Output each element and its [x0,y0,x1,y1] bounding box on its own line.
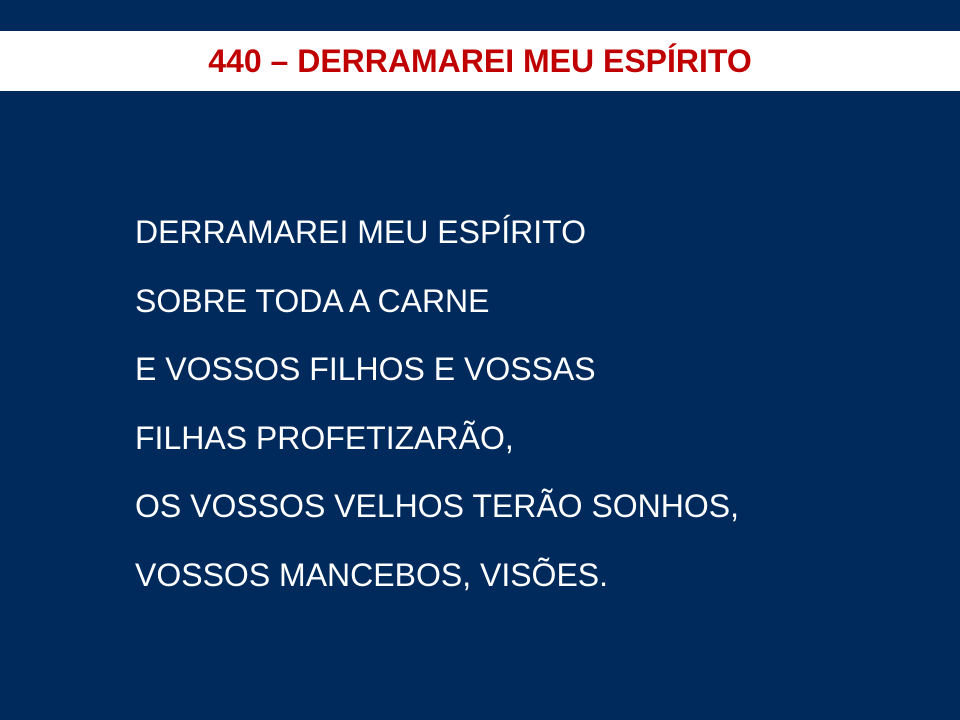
slide-title: 440 – DERRAMAREI MEU ESPÍRITO [208,42,752,79]
lyric-line-4: FILHAS PROFETIZARÃO, [135,419,514,456]
lyric-line-6: VOSSOS MANCEBOS, VISÕES. [135,556,609,593]
title-bar [0,31,960,91]
lyrics-block [135,214,739,626]
lyric-line-2: SOBRE TODA A CARNE [135,282,490,319]
lyric-line-3: E VOSSOS FILHOS E VOSSAS [135,351,596,388]
lyric-line-5: OS VOSSOS VELHOS TERÃO SONHOS, [135,488,740,525]
lyric-line-1: DERRAMAREI MEU ESPÍRITO [135,214,587,250]
